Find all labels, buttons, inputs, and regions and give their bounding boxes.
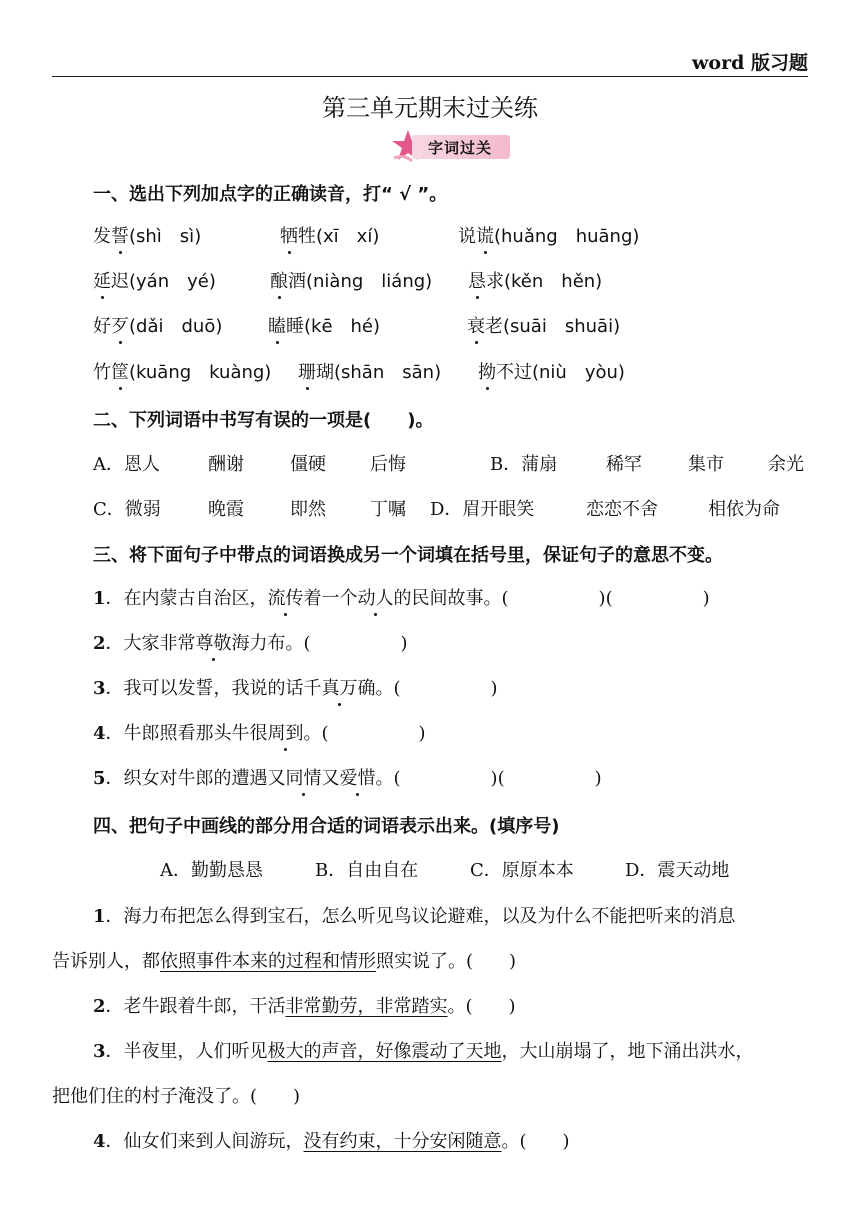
- q2-option: 集市: [688, 454, 724, 475]
- q4-options: [0, 856, 860, 884]
- q1-item: 瞌睡(kē hé): [268, 312, 380, 338]
- q4-option: D．震天动地: [625, 860, 730, 881]
- q4-sentence-2: 2．老牛跟着牛郎，干活非常勤劳，非常踏实。( ): [93, 996, 516, 1017]
- q2-option: 后悔: [370, 454, 406, 475]
- q1-item: 发誓(shì sì): [93, 222, 201, 248]
- q2-row-ab: [0, 450, 860, 478]
- q1-item: 酿酒(niàng liáng): [270, 267, 432, 293]
- q2-option: 酬谢: [208, 454, 244, 475]
- q4-option: B．自由自在: [315, 860, 419, 881]
- q1-item: 延迟(yán yé): [93, 267, 216, 293]
- q1-item: 拗不过(niù yòu): [478, 358, 625, 384]
- q1-item: 恳求(kěn hěn): [468, 267, 602, 293]
- header-rule: [52, 76, 808, 77]
- q2-option: D．眉开眼笑: [430, 499, 535, 520]
- q2-option: 僵硬: [290, 454, 326, 475]
- q2-option: B．蒲扇: [490, 454, 558, 475]
- q2-option: C．微弱: [93, 499, 161, 520]
- q4-sentence-4: 4．仙女们来到人间游玩，没有约束，十分安闲随意。( ): [93, 1131, 570, 1152]
- badge-label: 字词过关: [428, 139, 493, 157]
- q1-item: 竹筐(kuāng kuàng): [93, 358, 271, 384]
- q4-sentence-1-cont: 告诉别人，都依照事件本来的过程和情形照实说了。( ): [52, 951, 517, 972]
- q1-item: 牺牲(xī xí): [280, 222, 379, 248]
- q4-sentence-3: 3．半夜里，人们听见极大的声音，好像震动了天地，大山崩塌了，地下涌出洪水，: [93, 1041, 754, 1062]
- q4-option: A．勤勤恳恳: [160, 860, 263, 881]
- q3-title: 三、将下面句子中带点的词语换成另一个词填在括号里，保证句子的意思不变。: [93, 545, 723, 566]
- q4-title: 四、把句子中画线的部分用合适的词语表示出来。(填序号): [93, 816, 560, 837]
- header-tag: word 版习题: [692, 52, 808, 74]
- q1-item: 珊瑚(shān sān): [298, 358, 441, 384]
- q1-title: 一、选出下列加点字的正确读音，打“ √ ”。: [93, 184, 448, 205]
- q1-item: 衰老(suāi shuāi): [467, 312, 620, 338]
- q2-option: 恋恋不舍: [586, 499, 658, 520]
- q2-option: A．恩人: [93, 454, 160, 475]
- q2-row-cd: [0, 495, 860, 523]
- section-badge: [390, 128, 514, 162]
- q3-sentence-5: 5．织女对牛郎的遭遇又同情又爱惜。( )( ): [93, 764, 602, 790]
- q2-option: 余光: [768, 454, 804, 475]
- q1-item: 好歹(dǎi duō): [93, 312, 222, 338]
- q4-sentence-3-cont: 把他们住的村子淹没了。( ): [52, 1086, 301, 1107]
- q4-sentence-1: 1．海力布把怎么得到宝石，怎么听见鸟议论避难，以及为什么不能把听来的消息: [93, 906, 736, 927]
- q3-sentence-2: 2．大家非常尊敬海力布。( ): [93, 629, 408, 655]
- q2-option: 丁嘱: [370, 499, 406, 520]
- page-title: 第三单元期末过关练: [322, 94, 538, 122]
- q1-item: 说谎(huǎng huāng): [458, 222, 639, 248]
- q2-option: 晚霞: [208, 499, 244, 520]
- q2-option: 相依为命: [708, 499, 780, 520]
- q2-option: 稀罕: [606, 454, 642, 475]
- q3-sentence-4: 4．牛郎照看那头牛很周到。( ): [93, 719, 426, 745]
- q4-option: C．原原本本: [470, 860, 574, 881]
- q3-sentence-3: 3．我可以发誓，我说的话千真万确。( ): [93, 674, 498, 700]
- q2-option: 即然: [290, 499, 326, 520]
- q2-title: 二、下列词语中书写有误的一项是( )。: [93, 410, 434, 431]
- q3-sentence-1: 1．在内蒙古自治区，流传着一个动人的民间故事。( )( ): [93, 584, 710, 610]
